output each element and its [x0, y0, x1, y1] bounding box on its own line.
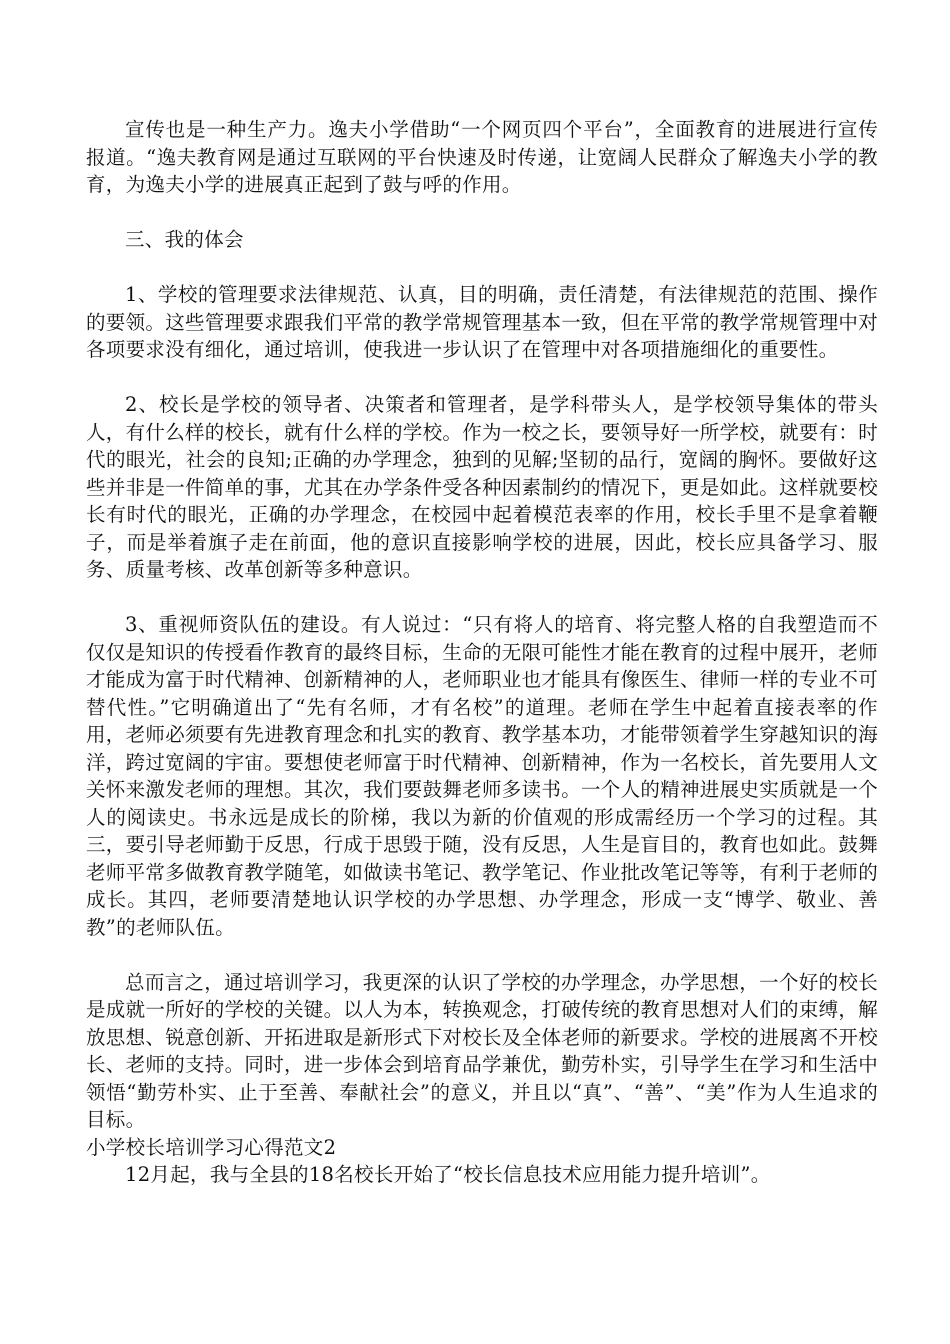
- paragraph-management: 1、学校的管理要求法律规范、认真，目的明确，责任清楚，有法律规范的范围、操作的要领。这些管理要求跟我们平常的教学常规管理基本一致，但在平常的教学常规管理中对各项要求没有细化，通过培训，使我进一步认识了在管理中对各项措施细化的重要性。: [86, 283, 879, 361]
- paragraph-gap: [86, 254, 878, 282]
- document-body: [86, 116, 878, 1189]
- paragraph-gap: [86, 941, 878, 969]
- paragraph-publicity: 宣传也是一种生产力。逸夫小学借助“一个网页四个平台”，全面教育的进展进行宣传报道。“逸夫教育网是通过互联网的平台快速及时传递，让宽阔人民群众了解逸夫小学的教育，为逸夫小学的进展真正起到了鼓与呼的作用。: [86, 118, 878, 196]
- paragraph-principal: 2、校长是学校的领导者、决策者和管理者，是学科带头人，是学校领导集体的带头人，有什么样的校长，就有什么样的学校。作为一校之长，要领导好一所学校，就要有：时代的眼光，社会的良知;正确的办学理念，独到的见解;坚韧的品行，宽阔的胸怀。要做好这些并非是一件简单的事，尤其在办学条件受各种因素制约的情况下，更是如此。这样就要校长有时代的眼光，正确的办学理念，在校园中起着模范表率的作用，校长手里不是拿着鞭子，而是举着旗子走在前面，他的意识直接影响学校的进展，因此，校长应具备学习、服务、质量考核、改革创新等多种意识。: [86, 393, 879, 581]
- article-title-2: 小学校长培训学习心得范文2: [86, 1135, 337, 1159]
- paragraph-gap: [86, 364, 878, 392]
- paragraph-conclusion: 总而言之，通过培训学习，我更深的认识了学校的办学理念，办学思想，一个好的校长是成就一所好的学校的关键。以人为本，转换观念，打破传统的教育思想对人们的束缚，解放思想、锐意创新、开拓进取是新形式下对校长及全体老师的新要求。学校的进展离不开校长、老师的支持。同时，进一步体会到培育品学兼优，勤劳朴实，引导学生在学习和生活中领悟“勤劳朴实、止于至善、奉献社会”的意义，并且以“真”、“善”、“美”作为人生追求的目标。: [86, 970, 879, 1131]
- paragraph-gap: [86, 584, 878, 612]
- paragraph-teachers: 3、重视师资队伍的建设。有人说过：“只有将人的培育、将完整人格的自我塑造而不仅仅是知识的传授看作教育的最终目标，生命的无限可能性才能在教育的过程中展开，老师才能成为富于时代精神、创新精神的人，老师职业也才能具有像医生、律师一样的专业不可替代性。”它明确道出了“先有名师，才有名校”的道理。老师在学生中起着直接表率的作用，老师必须要有先进教育理念和扎实的教育、教学基本功，才能带领着学生穿越知识的海洋，跨过宽阔的宇宙。要想使老师富于时代精神、创新精神，作为一名校长，首先要用人文关怀来激发老师的理想。其次，我们要鼓舞老师多读书。一个人的精神进展史实质就是一个人的阅读史。书永远是成长的阶梯，我以为新的价值观的形成需经历一个学习的过程。其三，要引导老师勤于反思，行成于思毁于随，没有反思，人生是盲目的，教育也如此。鼓舞老师平常多做教育教学随笔，如做读书笔记、教学笔记、作业批改笔记等等，有利于老师的成长。其四，老师要清楚地认识学校的办学思想、办学理念，形成一支“博学、敬业、善教”的老师队伍。: [86, 613, 879, 939]
- paragraph-gap: [86, 199, 878, 227]
- section-heading-my-experience: 三、我的体会: [125, 228, 244, 251]
- paragraph-training-start: 12月起，我与全县的18名校长开始了“校长信息技术应用能力提升培训”。: [125, 1163, 771, 1186]
